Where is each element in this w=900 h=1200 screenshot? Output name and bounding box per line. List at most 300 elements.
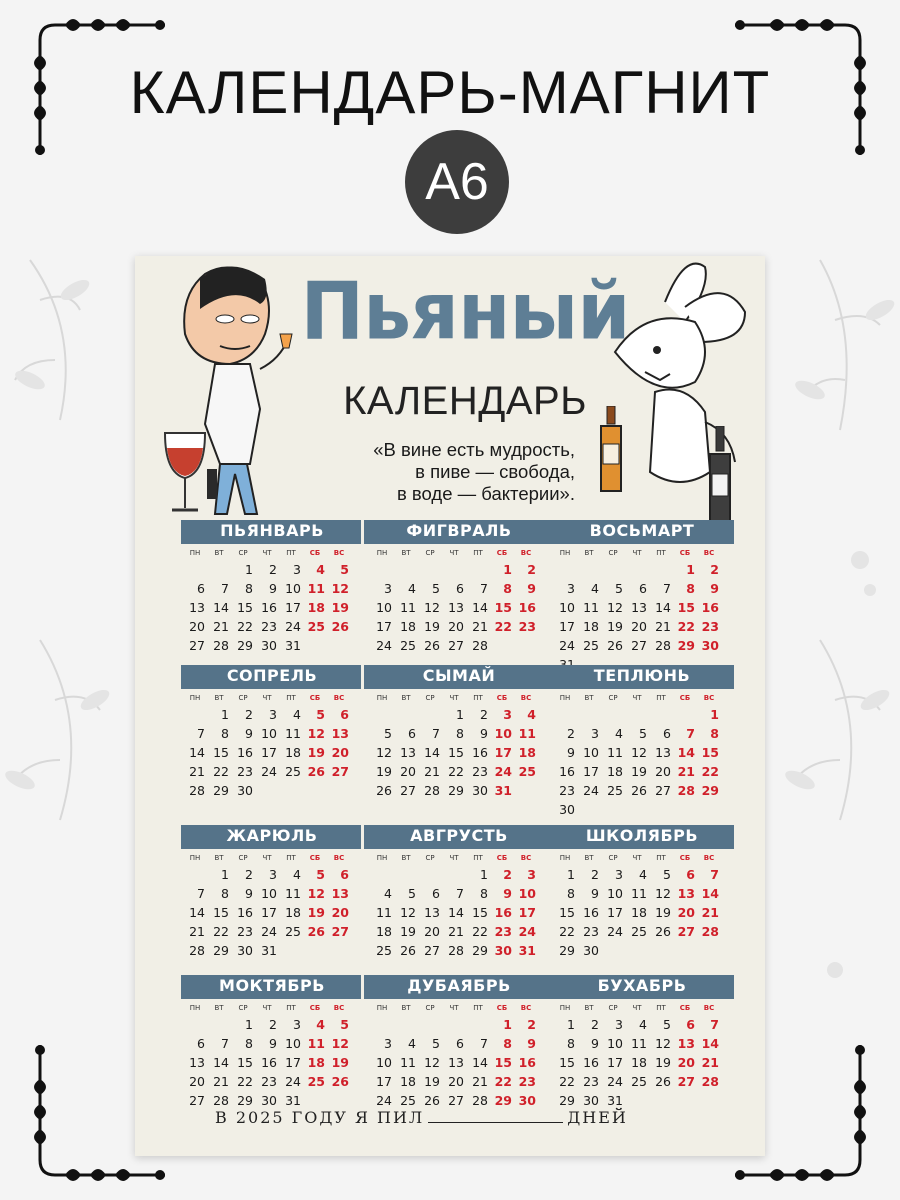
day-cell: 🍷 26 bbox=[394, 941, 418, 960]
day-cell: 🍷 27 bbox=[394, 781, 418, 800]
weekday-label: ПН bbox=[376, 549, 388, 557]
day-cell: 🍷 13 bbox=[442, 1053, 466, 1072]
day-cell: 🍷 12 bbox=[327, 579, 351, 598]
day-cell: 🍷 6 bbox=[327, 865, 351, 884]
day-cell: 🍷 6 bbox=[649, 724, 673, 743]
weekday-label: ПН bbox=[189, 694, 201, 702]
day-cell: 🍷 30 bbox=[577, 941, 601, 960]
day-cell: 🍷 16 bbox=[514, 598, 538, 617]
day-cell: 🍷 9 bbox=[231, 884, 255, 903]
day-cell: 🍷 23 bbox=[490, 922, 514, 941]
weekday-row bbox=[370, 854, 548, 862]
day-cell: 🍷 19 bbox=[601, 617, 625, 636]
day-cell: 🍷 27 bbox=[183, 636, 207, 655]
weekday-label: ПТ bbox=[473, 694, 483, 702]
day-cell: 🍷 18 bbox=[625, 1053, 649, 1072]
day-cell: 🍷 11 bbox=[394, 1053, 418, 1072]
day-cell: 🍷 19 bbox=[649, 903, 673, 922]
day-cell: 🍷 4 bbox=[394, 1034, 418, 1053]
month-name: МОКТЯБРЬ bbox=[219, 976, 325, 995]
day-cell: 🍷 20 bbox=[327, 743, 351, 762]
day-cell: 🍷 15 bbox=[490, 1053, 514, 1072]
empty-cell bbox=[553, 560, 577, 579]
day-cell: 🍷 23 bbox=[553, 781, 577, 800]
day-cell: 🍷 7 bbox=[183, 884, 207, 903]
month-name: ТЕПЛЮНЬ bbox=[593, 666, 691, 685]
day-cell: 🍷 16 bbox=[231, 903, 255, 922]
day-cell: 🍷 2 bbox=[553, 724, 577, 743]
empty-cell bbox=[601, 560, 625, 579]
weekday-row bbox=[553, 1004, 731, 1012]
day-cell: 🍷 25 bbox=[394, 1091, 418, 1110]
day-cell: 🍷 25 bbox=[514, 762, 538, 781]
day-cell: 🍷 30 bbox=[255, 1091, 279, 1110]
day-cell: 🍷 17 bbox=[514, 903, 538, 922]
day-cell: 🍷 11 bbox=[370, 903, 394, 922]
day-cell: 🍷 22 bbox=[673, 617, 697, 636]
weekday-label: ПТ bbox=[286, 694, 296, 702]
day-cell: 🍷 21 bbox=[418, 762, 442, 781]
day-cell: 🍷 18 bbox=[601, 762, 625, 781]
weekday-label: ВС bbox=[333, 854, 345, 862]
day-cell: 🍷 29 bbox=[466, 941, 490, 960]
day-cell: 🍷 20 bbox=[442, 1072, 466, 1091]
day-cell: 🍷 31 bbox=[279, 636, 303, 655]
weekday-label: ВС bbox=[333, 549, 345, 557]
day-cell: 🍷 10 bbox=[514, 884, 538, 903]
day-cell: 🍷 23 bbox=[255, 617, 279, 636]
day-cell: 🍷 31 bbox=[255, 941, 279, 960]
day-cell: 🍷 9 bbox=[514, 579, 538, 598]
day-cell: 🍷 13 bbox=[442, 598, 466, 617]
day-cell: 🍷 2 bbox=[577, 865, 601, 884]
day-cell: 🍷 16 bbox=[514, 1053, 538, 1072]
weekday-label: СР bbox=[425, 694, 435, 702]
day-cell: 🍷 28 bbox=[466, 636, 490, 655]
day-cell: 🍷 22 bbox=[442, 762, 466, 781]
day-cell: 🍷 3 bbox=[370, 1034, 394, 1053]
weekday-label: ВТ bbox=[584, 694, 594, 702]
quote-line: «В вине есть мудрость, bbox=[373, 439, 575, 460]
empty-cell bbox=[418, 705, 442, 724]
days-grid bbox=[370, 1015, 548, 1110]
day-cell: 🍷 28 bbox=[207, 1091, 231, 1110]
day-cell: 🍷 24 bbox=[255, 922, 279, 941]
day-cell: 🍷 26 bbox=[418, 636, 442, 655]
weekday-label: ВТ bbox=[214, 694, 224, 702]
weekday-label: ВТ bbox=[401, 549, 411, 557]
day-cell: 🍷 25 bbox=[303, 617, 327, 636]
day-cell: 🍷 1 bbox=[697, 705, 721, 724]
day-cell: 🍷 6 bbox=[183, 579, 207, 598]
day-cell: 🍷 9 bbox=[553, 743, 577, 762]
day-cell: 🍷 1 bbox=[553, 1015, 577, 1034]
day-cell: 🍷 22 bbox=[553, 1072, 577, 1091]
day-cell: 🍷 23 bbox=[466, 762, 490, 781]
day-cell: 🍷 25 bbox=[279, 762, 303, 781]
day-cell: 🍷 10 bbox=[255, 724, 279, 743]
day-cell: 🍷 15 bbox=[490, 598, 514, 617]
weekday-label: СР bbox=[238, 694, 248, 702]
day-cell: 🍷 2 bbox=[490, 865, 514, 884]
weekday-label: ПН bbox=[559, 549, 571, 557]
empty-cell bbox=[673, 705, 697, 724]
day-cell: 🍷 10 bbox=[577, 743, 601, 762]
weekday-label: ПТ bbox=[656, 1004, 666, 1012]
day-cell: 🍷 9 bbox=[255, 579, 279, 598]
weekday-row bbox=[183, 694, 361, 702]
day-cell: 🍷 10 bbox=[370, 598, 394, 617]
day-cell: 🍷 2 bbox=[255, 1015, 279, 1034]
weekday-label: СР bbox=[608, 694, 618, 702]
day-cell: 🍷 27 bbox=[625, 636, 649, 655]
day-cell: 🍷 24 bbox=[255, 762, 279, 781]
day-cell: 🍷 22 bbox=[490, 1072, 514, 1091]
day-cell: 🍷 24 bbox=[490, 762, 514, 781]
day-cell: 🍷 1 bbox=[231, 1015, 255, 1034]
day-cell: 🍷 3 bbox=[553, 579, 577, 598]
day-cell: 🍷 8 bbox=[697, 724, 721, 743]
weekday-label: ЧТ bbox=[262, 1004, 272, 1012]
calendar-card bbox=[135, 256, 765, 1156]
day-cell: 🍷 5 bbox=[649, 865, 673, 884]
day-cell: 🍷 29 bbox=[553, 1091, 577, 1110]
day-cell: 🍷 6 bbox=[183, 1034, 207, 1053]
day-cell: 🍷 11 bbox=[279, 724, 303, 743]
day-cell: 🍷 30 bbox=[577, 1091, 601, 1110]
day-cell: 🍷 30 bbox=[514, 1091, 538, 1110]
weekday-row bbox=[370, 694, 548, 702]
empty-cell bbox=[442, 560, 466, 579]
weekday-label: СБ bbox=[679, 549, 691, 557]
day-cell: 🍷 17 bbox=[255, 743, 279, 762]
weekday-label: ВТ bbox=[214, 854, 224, 862]
day-cell: 🍷 17 bbox=[370, 1072, 394, 1091]
day-cell: 🍷 21 bbox=[207, 617, 231, 636]
day-cell: 🍷 29 bbox=[490, 1091, 514, 1110]
day-cell: 🍷 22 bbox=[553, 922, 577, 941]
day-cell: 🍷 4 bbox=[514, 705, 538, 724]
day-cell: 🍷 17 bbox=[577, 762, 601, 781]
day-cell: 🍷 13 bbox=[673, 1034, 697, 1053]
empty-cell bbox=[418, 865, 442, 884]
day-cell: 🍷 27 bbox=[183, 1091, 207, 1110]
calendar-title: Пьяный bbox=[300, 263, 630, 358]
day-cell: 🍷 7 bbox=[466, 1034, 490, 1053]
day-cell: 🍷 29 bbox=[697, 781, 721, 800]
day-cell: 🍷 27 bbox=[442, 636, 466, 655]
day-cell: 🍷 15 bbox=[673, 598, 697, 617]
day-cell: 🍷 28 bbox=[649, 636, 673, 655]
days-grid bbox=[553, 1015, 731, 1110]
day-cell: 🍷 15 bbox=[231, 1053, 255, 1072]
day-cell: 🍷 18 bbox=[303, 598, 327, 617]
day-cell: 🍷 14 bbox=[442, 903, 466, 922]
day-cell: 🍷 26 bbox=[649, 922, 673, 941]
day-cell: 🍷 12 bbox=[418, 598, 442, 617]
weekday-label: ЧТ bbox=[449, 549, 459, 557]
day-cell: 🍷 27 bbox=[327, 922, 351, 941]
day-cell: 🍷 18 bbox=[625, 903, 649, 922]
day-cell: 🍷 21 bbox=[697, 1053, 721, 1072]
empty-cell bbox=[418, 1015, 442, 1034]
day-cell: 🍷 25 bbox=[303, 1072, 327, 1091]
day-cell: 🍷 29 bbox=[207, 941, 231, 960]
empty-cell bbox=[394, 560, 418, 579]
day-cell: 🍷 3 bbox=[279, 560, 303, 579]
weekday-label: ЧТ bbox=[449, 1004, 459, 1012]
empty-cell bbox=[442, 1015, 466, 1034]
day-cell: 🍷 11 bbox=[303, 579, 327, 598]
weekday-label: ПТ bbox=[473, 549, 483, 557]
day-cell: 🍷 14 bbox=[183, 903, 207, 922]
day-cell: 🍷 5 bbox=[418, 579, 442, 598]
day-cell: 🍷 24 bbox=[370, 636, 394, 655]
day-cell: 🍷 13 bbox=[418, 903, 442, 922]
weekday-label: ЧТ bbox=[262, 549, 272, 557]
weekday-label: СР bbox=[608, 854, 618, 862]
month-name: БУХАБРЬ bbox=[597, 976, 687, 995]
month-name: ВОСЬМАРТ bbox=[589, 521, 695, 540]
day-cell: 🍷 28 bbox=[697, 922, 721, 941]
day-cell: 🍷 6 bbox=[442, 1034, 466, 1053]
day-cell: 🍷 26 bbox=[601, 636, 625, 655]
day-cell: 🍷 5 bbox=[327, 1015, 351, 1034]
weekday-label: СБ bbox=[309, 854, 321, 862]
days-grid bbox=[370, 865, 548, 960]
day-cell: 🍷 20 bbox=[327, 903, 351, 922]
days-grid bbox=[183, 1015, 361, 1110]
day-cell: 🍷 26 bbox=[418, 1091, 442, 1110]
day-cell: 🍷 1 bbox=[466, 865, 490, 884]
day-cell: 🍷 13 bbox=[625, 598, 649, 617]
format-badge: А6 bbox=[405, 130, 509, 234]
day-cell: 🍷 17 bbox=[279, 1053, 303, 1072]
day-cell: 🍷 20 bbox=[649, 762, 673, 781]
day-cell: 🍷 7 bbox=[418, 724, 442, 743]
day-cell: 🍷 15 bbox=[442, 743, 466, 762]
day-cell: 🍷 15 bbox=[231, 598, 255, 617]
day-cell: 🍷 25 bbox=[601, 781, 625, 800]
empty-cell bbox=[370, 865, 394, 884]
weekday-label: ВС bbox=[333, 1004, 345, 1012]
weekday-label: ПН bbox=[559, 1004, 571, 1012]
day-cell: 🍷 19 bbox=[394, 922, 418, 941]
day-cell: 🍷 29 bbox=[231, 636, 255, 655]
day-cell: 🍷 9 bbox=[490, 884, 514, 903]
day-cell: 🍷 30 bbox=[553, 800, 577, 819]
day-cell: 🍷 14 bbox=[418, 743, 442, 762]
day-cell: 🍷 13 bbox=[327, 884, 351, 903]
weekday-label: ЧТ bbox=[632, 1004, 642, 1012]
day-cell: 🍷 2 bbox=[697, 560, 721, 579]
day-cell: 🍷 8 bbox=[553, 884, 577, 903]
day-cell: 🍷 4 bbox=[279, 705, 303, 724]
day-cell: 🍷 27 bbox=[442, 1091, 466, 1110]
empty-cell bbox=[370, 705, 394, 724]
weekday-label: ЧТ bbox=[262, 854, 272, 862]
day-cell: 🍷 1 bbox=[231, 560, 255, 579]
day-cell: 🍷 24 bbox=[601, 1072, 625, 1091]
day-cell: 🍷 18 bbox=[303, 1053, 327, 1072]
day-cell: 🍷 25 bbox=[625, 1072, 649, 1091]
day-cell: 🍷 11 bbox=[601, 743, 625, 762]
weekday-label: ВС bbox=[703, 694, 715, 702]
day-cell: 🍷 20 bbox=[625, 617, 649, 636]
day-cell: 🍷 21 bbox=[183, 922, 207, 941]
empty-cell bbox=[553, 705, 577, 724]
weekday-label: ЧТ bbox=[632, 854, 642, 862]
weekday-label: СБ bbox=[679, 854, 691, 862]
day-cell: 🍷 22 bbox=[466, 922, 490, 941]
day-cell: 🍷 5 bbox=[418, 1034, 442, 1053]
empty-cell bbox=[183, 560, 207, 579]
day-cell: 🍷 27 bbox=[673, 1072, 697, 1091]
weekday-label: ЧТ bbox=[262, 694, 272, 702]
weekday-label: ПН bbox=[559, 854, 571, 862]
product-heading: КАЛЕНДАРЬ-МАГНИТ bbox=[129, 59, 771, 126]
day-cell: 🍷 14 bbox=[697, 884, 721, 903]
day-cell: 🍷 3 bbox=[490, 705, 514, 724]
day-cell: 🍷 5 bbox=[601, 579, 625, 598]
empty-cell bbox=[183, 1015, 207, 1034]
weekday-label: ПТ bbox=[656, 549, 666, 557]
month-name: ФИГВРАЛЬ bbox=[406, 521, 512, 540]
footer-text: В 2025 ГОДУ Я ПИЛ bbox=[215, 1108, 425, 1127]
day-cell: 🍷 19 bbox=[625, 762, 649, 781]
day-cell: 🍷 28 bbox=[466, 1091, 490, 1110]
weekday-label: СБ bbox=[309, 549, 321, 557]
day-cell: 🍷 15 bbox=[207, 903, 231, 922]
day-cell: 🍷 11 bbox=[577, 598, 601, 617]
day-cell: 🍷 14 bbox=[697, 1034, 721, 1053]
weekday-label: ПН bbox=[376, 1004, 388, 1012]
weekday-label: СБ bbox=[309, 1004, 321, 1012]
day-cell: 🍷 19 bbox=[303, 743, 327, 762]
weekday-label: СР bbox=[608, 1004, 618, 1012]
weekday-label: ПТ bbox=[286, 549, 296, 557]
day-cell: 🍷 3 bbox=[601, 865, 625, 884]
day-cell: 🍷 12 bbox=[625, 743, 649, 762]
day-cell: 🍷 10 bbox=[553, 598, 577, 617]
empty-cell bbox=[207, 1015, 231, 1034]
weekday-label: ВС bbox=[520, 854, 532, 862]
day-cell: 🍷 8 bbox=[490, 579, 514, 598]
day-cell: 🍷 24 bbox=[514, 922, 538, 941]
weekday-label: ВТ bbox=[214, 549, 224, 557]
day-cell: 🍷 18 bbox=[577, 617, 601, 636]
day-cell: 🍷 12 bbox=[303, 884, 327, 903]
weekday-row bbox=[553, 694, 731, 702]
day-cell: 🍷 19 bbox=[370, 762, 394, 781]
weekday-row bbox=[553, 549, 731, 557]
day-cell: 🍷 14 bbox=[183, 743, 207, 762]
day-cell: 🍷 14 bbox=[207, 1053, 231, 1072]
weekday-label: ЧТ bbox=[449, 694, 459, 702]
day-cell: 🍷 3 bbox=[601, 1015, 625, 1034]
day-cell: 🍷 18 bbox=[279, 903, 303, 922]
day-cell: 🍷 2 bbox=[577, 1015, 601, 1034]
day-cell: 🍷 11 bbox=[625, 1034, 649, 1053]
day-cell: 🍷 4 bbox=[303, 560, 327, 579]
empty-cell bbox=[466, 1015, 490, 1034]
day-cell: 🍷 4 bbox=[394, 579, 418, 598]
day-cell: 🍷 7 bbox=[207, 579, 231, 598]
month-name: АВГРУСТЬ bbox=[410, 826, 508, 845]
weekday-label: ПТ bbox=[656, 854, 666, 862]
day-cell: 🍷 24 bbox=[279, 1072, 303, 1091]
weekday-label: ПН bbox=[376, 854, 388, 862]
day-cell: 🍷 5 bbox=[625, 724, 649, 743]
day-cell: 🍷 19 bbox=[327, 598, 351, 617]
day-cell: 🍷 18 bbox=[370, 922, 394, 941]
day-cell: 🍷 24 bbox=[577, 781, 601, 800]
day-cell: 🍷 22 bbox=[207, 922, 231, 941]
day-cell: 🍷 8 bbox=[466, 884, 490, 903]
day-cell: 🍷 16 bbox=[255, 598, 279, 617]
empty-cell bbox=[442, 865, 466, 884]
day-cell: 🍷 6 bbox=[673, 865, 697, 884]
blank-line bbox=[428, 1122, 563, 1123]
footer-text: ДНЕЙ bbox=[567, 1108, 628, 1127]
day-cell: 🍷 9 bbox=[466, 724, 490, 743]
empty-cell bbox=[370, 560, 394, 579]
day-cell: 🍷 4 bbox=[577, 579, 601, 598]
day-cell: 🍷 20 bbox=[418, 922, 442, 941]
empty-cell bbox=[183, 865, 207, 884]
weekday-label: СР bbox=[608, 549, 618, 557]
weekday-label: ПН bbox=[189, 549, 201, 557]
weekday-row bbox=[183, 549, 361, 557]
day-cell: 🍷 23 bbox=[577, 922, 601, 941]
day-cell: 🍷 10 bbox=[601, 1034, 625, 1053]
day-cell: 🍷 2 bbox=[514, 560, 538, 579]
empty-cell bbox=[394, 865, 418, 884]
day-cell: 🍷 28 bbox=[697, 1072, 721, 1091]
weekday-row bbox=[183, 854, 361, 862]
day-cell: 🍷 5 bbox=[649, 1015, 673, 1034]
day-cell: 🍷 11 bbox=[625, 884, 649, 903]
day-cell: 🍷 4 bbox=[303, 1015, 327, 1034]
day-cell: 🍷 31 bbox=[601, 1091, 625, 1110]
day-cell: 🍷 14 bbox=[466, 1053, 490, 1072]
day-cell: 🍷 26 bbox=[649, 1072, 673, 1091]
empty-cell bbox=[207, 560, 231, 579]
empty-cell bbox=[466, 560, 490, 579]
day-cell: 🍷 22 bbox=[697, 762, 721, 781]
weekday-label: ПН bbox=[189, 854, 201, 862]
weekday-label: ВТ bbox=[401, 694, 411, 702]
day-cell: 🍷 4 bbox=[625, 1015, 649, 1034]
day-cell: 🍷 29 bbox=[231, 1091, 255, 1110]
weekday-label: СБ bbox=[679, 1004, 691, 1012]
day-cell: 🍷 2 bbox=[255, 560, 279, 579]
weekday-label: ВТ bbox=[401, 1004, 411, 1012]
day-cell: 🍷 2 bbox=[514, 1015, 538, 1034]
day-cell: 🍷 8 bbox=[207, 884, 231, 903]
empty-cell bbox=[625, 705, 649, 724]
day-cell: 🍷 23 bbox=[255, 1072, 279, 1091]
day-cell: 🍷 7 bbox=[697, 865, 721, 884]
day-cell: 🍷 18 bbox=[394, 1072, 418, 1091]
day-cell: 🍷 28 bbox=[673, 781, 697, 800]
day-cell: 🍷 19 bbox=[303, 903, 327, 922]
day-cell: 🍷 23 bbox=[231, 762, 255, 781]
day-cell: 🍷 27 bbox=[649, 781, 673, 800]
day-cell: 🍷 13 bbox=[327, 724, 351, 743]
day-cell: 🍷 16 bbox=[697, 598, 721, 617]
weekday-row bbox=[370, 549, 548, 557]
